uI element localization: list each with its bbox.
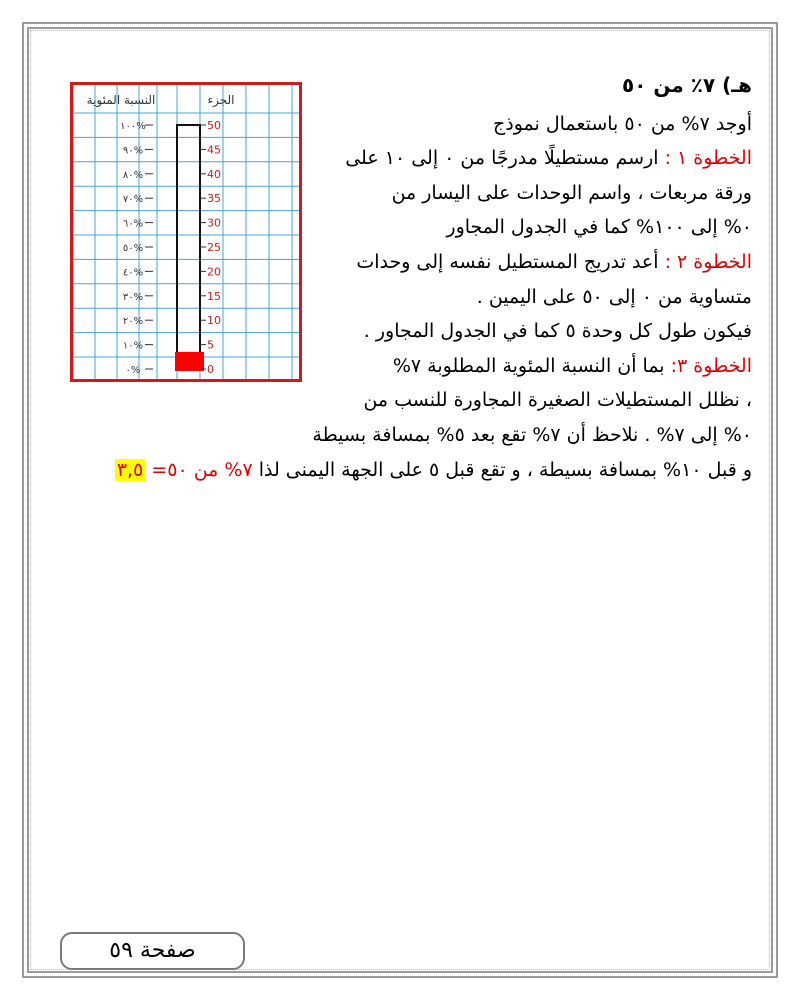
- text-segment: ارسم مستطيلًا مدرجًا من ٠ إلى ١٠ على: [345, 147, 665, 170]
- part-tick-label: 15: [207, 289, 221, 303]
- part-tick-label: 30: [207, 216, 221, 230]
- text-line: [232, 280, 752, 315]
- bar-shaded-portion: [175, 352, 204, 371]
- part-tick-label: 20: [207, 265, 221, 279]
- part-tick-label: 40: [207, 167, 221, 181]
- part-tick-label: 0: [207, 363, 214, 376]
- text-segment: أعد تدريج المستطيل نفسه إلى وحدات: [356, 250, 665, 273]
- page-number-box: [60, 932, 245, 970]
- part-tick-label: 50: [207, 119, 221, 132]
- text-line: [232, 107, 752, 142]
- percent-tick-label: ٥٠%: [122, 243, 144, 254]
- percent-tick-label: ١٠٠%: [120, 121, 146, 132]
- step-label: الخطوة ٢ :: [664, 250, 752, 273]
- part-tick-label: 10: [207, 314, 221, 328]
- page-number: صفحة ٥٩: [109, 938, 196, 963]
- text-line: [232, 418, 752, 453]
- text-segment: ٠% إلى ١٠٠% كما في الجدول المجاور: [446, 216, 752, 239]
- step-label: الخطوة ١ :: [664, 147, 752, 170]
- text-segment: ٠% إلى ٧% . نلاحظ أن ٧% تقع بعد ٥% بمسافة بسيطة: [312, 423, 752, 446]
- text-line: [232, 245, 752, 280]
- header-percent: النسبة المئوية: [86, 93, 156, 107]
- part-tick-label: 5: [207, 338, 214, 352]
- text-line: [232, 383, 752, 418]
- part-tick-label: 35: [207, 192, 221, 206]
- problem-heading: هـ) ٧٪ من ٥٠: [622, 73, 752, 97]
- percent-tick-label: ٢٠%: [122, 316, 144, 328]
- text-line: [232, 141, 752, 176]
- text-segment: ورقة مربعات ، واسم الوحدات على اليسار من: [391, 181, 752, 204]
- bar-model-figure: [70, 82, 302, 382]
- percent-tick-label: ١٠%: [122, 340, 144, 352]
- bar-model-svg: [73, 85, 299, 379]
- percent-tick-label: ٧٠%: [122, 194, 144, 206]
- percent-tick-label: ٦٠%: [122, 218, 144, 230]
- percent-tick-label: ٣٠%: [122, 291, 144, 303]
- text-segment: متساوية من ٠ إلى ٥٠ على اليمين .: [476, 285, 752, 308]
- step-label: الخطوة ٣:: [670, 354, 752, 377]
- text-segment: ، نظلل المستطيلات الصغيرة المجاورة للنسب من: [363, 389, 752, 412]
- text-line: [116, 453, 752, 488]
- text-line: [232, 349, 752, 384]
- part-tick-label: 45: [207, 143, 221, 157]
- part-tick-label: 25: [207, 241, 221, 254]
- text-line: [232, 176, 752, 211]
- text-segment: فيكون طول كل وحدة ٥ كما في الجدول المجاور .: [363, 320, 752, 343]
- text-line: [232, 210, 752, 245]
- text-line: [232, 314, 752, 349]
- answer-expression: ٧% من ٥٠=: [145, 458, 253, 481]
- answer-value: ٣,٥: [116, 458, 144, 481]
- percent-tick-label: ٩٠%: [122, 145, 144, 157]
- percent-tick-label: ٠%: [125, 365, 141, 376]
- text-segment: بما أن النسبة المئوية المطلوبة ٧%: [392, 354, 671, 377]
- header-part: الجزء: [207, 93, 235, 107]
- text-segment: و قبل ١٠% بمسافة بسيطة ، و تقع قبل ٥ على الجهة اليمنى لذا: [252, 458, 752, 481]
- text-segment: أوجد ٧% من ٥٠ باستعمال نموذج: [492, 112, 752, 135]
- percent-tick-label: ٤٠%: [122, 267, 144, 279]
- percent-tick-label: ٨٠%: [122, 169, 144, 181]
